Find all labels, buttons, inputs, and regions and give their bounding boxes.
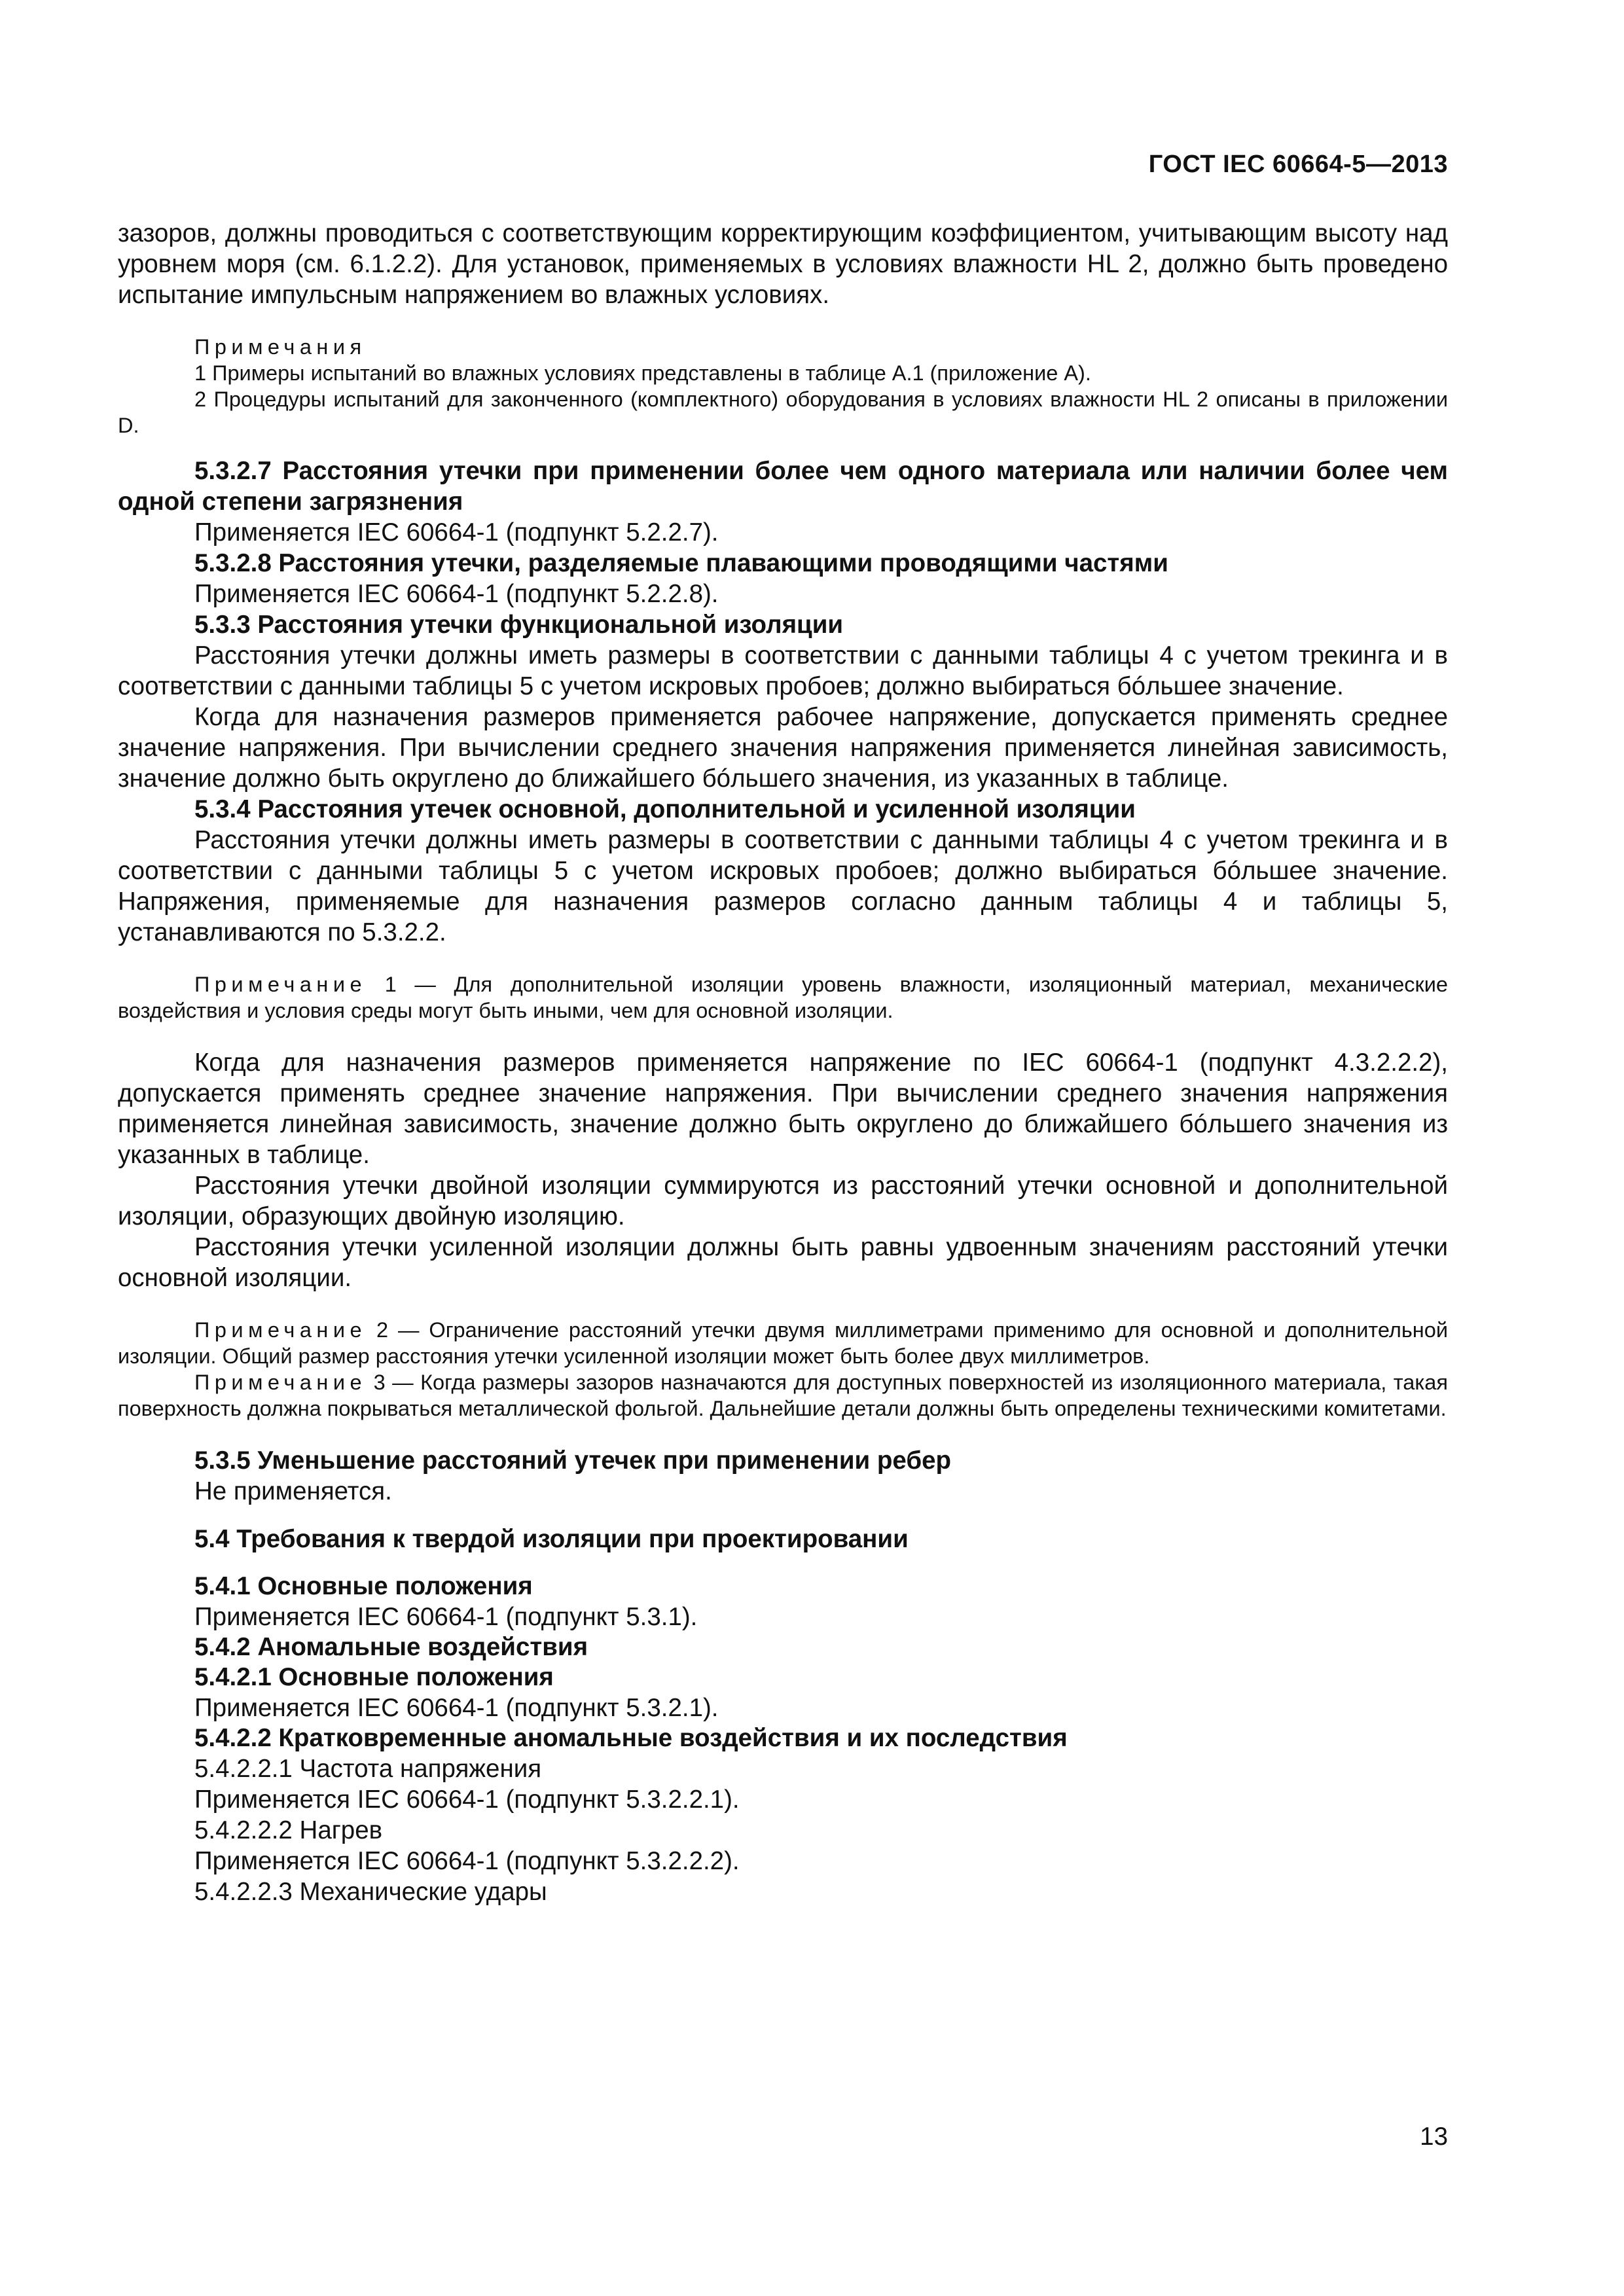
heading-5-4-1: 5.4.1 Основные положения [194,1572,533,1600]
note-1-label: Примечание [194,973,367,996]
note-2-label: Примечание [194,1318,367,1342]
note-2 [118,1317,1448,1369]
page-body [118,218,1448,1907]
heading-5-4-2-1: 5.4.2.1 Основные положения [194,1663,554,1691]
paragraph-5-3-4-b: Когда для назначения размеров применяется напряжение по IEC 60664-1 (подпункт 4.3.2.2.2), допускается применять среднее значение напряжения. При вычислении среднего значения напряжения применяется линейная зависимость, значение должно быть округлено до ближайшего бóльшего значения из указанных в таблице. [118,1049,1448,1169]
document-code-header: ГОСТ IEC 60664-5—2013 [1148,151,1448,178]
note-1-text: 1 — Для дополнительной изоляции уровень влажности, изоляционный материал, механические воздействия и условия среды могут быть иными, чем для основной изоляции. [118,973,1448,1022]
heading-5-3-2-8: 5.3.2.8 Расстояния утечки, разделяемые плавающими проводящими частями [194,549,1168,577]
paragraph-5-3-2-7: Применяется IEC 60664-1 (подпункт 5.2.2.7). [194,518,719,547]
paragraph-5-4-2-2-1: Применяется IEC 60664-1 (подпункт 5.3.2.2.1). [194,1785,740,1814]
subheading-5-4-2-2-1: 5.4.2.2.1 Частота напряжения [194,1755,542,1783]
note-1 [118,971,1448,1024]
paragraph-5-4-1: Применяется IEC 60664-1 (подпункт 5.3.1). [194,1603,698,1631]
heading-5-4-2-2: 5.4.2.2 Кратковременные аномальные воздействия и их последствия [194,1724,1068,1752]
paragraph-5-3-3-a: Расстояния утечки должны иметь размеры в соответствии с данными таблицы 4 с учетом трекинга и в соответствии с данными таблицы 5 с учетом искровых пробоев; должно выбираться бóльшее значение. [118,641,1448,700]
paragraph-5-4-2-2-2: Применяется IEC 60664-1 (подпункт 5.3.2.2.2). [194,1847,740,1875]
paragraph-5-3-4-a: Расстояния утечки должны иметь размеры в соответствии с данными таблицы 4 с учетом трекинга и в соответствии с данными таблицы 5 с учетом искровых пробоев; должно выбираться бóльшее значение. Напряжения, применяемые для назначения размеров согласно данным таблицы 4 и таблицы 5, устанавливаются по 5.3.2.2. [118,826,1448,946]
paragraph-5-3-2-8: Применяется IEC 60664-1 (подпункт 5.2.2.8). [194,580,719,608]
note-3 [118,1369,1448,1422]
paragraph-5-3-4-c: Расстояния утечки двойной изоляции суммируются из расстояний утечки основной и дополнительной изоляции, образующих двойную изоляцию. [118,1172,1448,1230]
paragraph-continuation: зазоров, должны проводиться с соответствующим корректирующим коэффициентом, учитывающим высоту над уровнем моря (см. 6.1.2.2). Для установок, применяемых в условиях влажности HL 2, должно быть проведено испытание импульсным напряжением во влажных условиях. [118,219,1448,309]
paragraph-5-4-2-1: Применяется IEC 60664-1 (подпункт 5.3.2.1). [194,1694,719,1722]
note-item-2: 2 Процедуры испытаний для законченного (комплектного) оборудования в условиях влажности HL 2 описаны в приложении D. [118,387,1448,437]
page-number: 13 [1420,2123,1448,2151]
heading-5-3-2-7: 5.3.2.7 Расстояния утечки при применении более чем одного материала или наличии более чем одной степени загрязнения [118,457,1448,516]
subheading-5-4-2-2-3: 5.4.2.2.3 Механические удары [194,1878,547,1906]
note-2-text: 2 — Ограничение расстояний утечки двумя миллиметрами применимо для основной и дополнительной изоляции. Общий размер расстояния утечки усиленной изоляции может быть более двух миллиметров. [118,1318,1448,1368]
paragraph-5-3-5: Не применяется. [194,1477,392,1505]
paragraph-5-3-3-b: Когда для назначения размеров применяется рабочее напряжение, допускается применять среднее значение напряжения. При вычислении среднего значения напряжения применяется линейная зависимость, значение должно быть округлено до ближайшего бóльшего значения, из указанных в таблице. [118,703,1448,793]
heading-5-3-5: 5.3.5 Уменьшение расстояний утечек при применении ребер [194,1446,952,1475]
heading-5-4-2: 5.4.2 Аномальные воздействия [194,1633,588,1661]
note-item-1: 1 Примеры испытаний во влажных условиях представлены в таблице А.1 (приложение А). [194,361,1091,385]
heading-5-3-4: 5.3.4 Расстояния утечек основной, дополнительной и усиленной изоляции [194,795,1136,823]
paragraph-5-3-4-d: Расстояния утечки усиленной изоляции должны быть равны удвоенным значениям расстояний утечки основной изоляции. [118,1233,1448,1292]
subheading-5-4-2-2-2: 5.4.2.2.2 Нагрев [194,1816,383,1844]
heading-5-3-3: 5.3.3 Расстояния утечки функциональной изоляции [194,611,844,639]
notes-label: Примечания [194,335,367,359]
note-3-label: Примечание [194,1371,367,1394]
heading-5-4: 5.4 Требования к твердой изоляции при проектировании [194,1525,909,1553]
note-3-text: 3 — Когда размеры зазоров назначаются для доступных поверхностей из изоляционного материала, такая поверхность должна покрываться металлической фольгой. Дальнейшие детали должны быть определены техническими комитетами. [118,1371,1448,1420]
